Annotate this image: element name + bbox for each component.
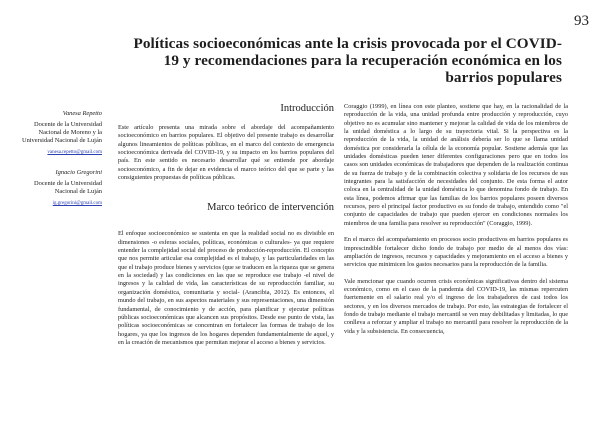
right-column — [344, 103, 568, 344]
section-heading-introduccion: Introducción — [280, 103, 334, 114]
author-email-link[interactable]: ig.gregorini@gmail.com — [52, 201, 102, 206]
intro-paragraph: Este artículo presenta una mirada sobre el abordaje del acompañamiento socioeconómico en barrios populares. El objetivo del presente trabajo es desarrollar algunos lineamientos de políticas públicas, en el marco del contexto de emergencia socioeconómica derivada del COVID-19, y su impacto en los barrios populares del país. En este sentido es necesario desarrollar qué se entiende por abordaje socioeconómico, a fin de dejar en evidencia el marco teórico del que se parte y las consiguientes propuestas de políticas públicas. — [118, 124, 334, 182]
author-name: Ignacio Gregorini — [55, 169, 102, 176]
article-title: Políticas socioeconómicas ante la crisis provocada por el COVID-19 y recomendaciones para la recuperación económica en los barrios populares — [133, 35, 562, 86]
section-heading-marco-teorico: Marco teórico de intervención — [207, 202, 334, 214]
body-paragraph: Vale mencionar que cuando ocurren crisis económicas significativas dentro del sistema económico, como en el caso de la pandemia del COVID-19, las mismas repercuten fuertemente en el salario real y/o el ingreso de los trabajadores de casi todos los sectores, y en los diversos mercados de trabajo. Por esto, las estrategias de fortalecer el fondo de trabajo mediante el trabajo mercantil se ven muy debilitadas y limitadas, lo que conlleva a reforzar y ampliar el trabajo no mercantil para resolver la reproducción de la vida y la subsistencia. En consecuencia, — [344, 277, 568, 335]
author-affiliation: Docente de la Universidad Nacional de Luján — [34, 180, 102, 195]
author-name: Vanesa Repetto — [62, 110, 102, 117]
author-block — [14, 110, 102, 157]
author-email-link[interactable]: vanesa.repetto@gmail.com — [47, 150, 102, 155]
left-column — [118, 103, 334, 355]
body-paragraph: En el marco del acompañamiento en procesos socio productivos en barrios populares es imprescindible fortalecer dicho fondo de trabajo por medio de al menos dos vías: ampliación de ingresos, recursos y capacidades y mejoramiento en el acceso a bienes y servicios que minimicen los gastos necesarios para la reproducción de la familia. — [344, 236, 568, 269]
page-number: 93 — [574, 13, 589, 29]
marco-paragraph: El enfoque socioeconómico se sustenta en que la realidad social no es divisible en dimensiones -o esferas sociales, políticas, económicas o culturales- ya que requiere entender la complejidad social del proceso de producción-reproducción. El concepto que nos permite articular esa complejidad es el trabajo, y las particularidades en las que el trabajo produce bienes y servicios (que se traducen en la riqueza que se genera en la sociedad) y las condiciones en las que se reproduce ese trabajo -el nivel de ingresos y la calidad de vida, las características de su reproducción familiar, su organización doméstica, comunitaria y social- (Arancibia, 2012). Es entonces, el mundo del trabajo, en sus aspectos materiales y sus representaciones, una dimensión fundamental, de conocimiento y de acción, para planificar y ejecutar políticas públicas socioeconómicas que alcancen sus propósitos. Desde ese punto de vista, las políticas socioeconómicas se concentran en fortalecer las formas de trabajo de los hogares, ya que los ingresos de los hogares dependen fundamentalmente de aquel, y en la creación de mecanismos que permitan mejorar el acceso a bienes y servicios. — [118, 230, 334, 346]
author-block — [14, 169, 102, 208]
body-paragraph: Coraggio (1999), en línea con este planteo, sostiene que hay, en la racionalidad de la reproducción de la vida, una unidad profunda entre producción y reproducción, cuyo objetivo no es acumular sino mantener y mejorar la calidad de vida de los miembros de la unidad doméstica a lo largo de su trayectoria vital. Si la perspectiva es la reproducción de la vida, la unidad de análisis debería ser lo que se llama unidad doméstica por considerarla la célula de la economía popular. Sostiene además que las unidades domésticas pueden tener diferentes configuraciones pero que en todos los casos son unidades económicas de trabajadores que dependen de la realización continua de su fuerza de trabajo y de la combinación colectiva y solidaria de los recursos de sus integrantes para la satisfacción de necesidades del conjunto. De esta forma el autor coloca en la centralidad de la unidad doméstica lo que denomina fondo de trabajo. En esta línea, podemos afirmar que las familias de los barrios populares poseen diversos recursos, pero el principal factor productivo es su fondo de trabajo, entendido como "el conjunto de capacidades de trabajo que pueden ejercer en condiciones normales los miembros de una familia para resolver su reproducción" (Coraggio, 1999). — [344, 103, 568, 227]
author-sidebar — [14, 110, 102, 220]
author-affiliation: Docente de la Universidad Nacional de Moreno y la Universidad Nacional de Luján — [21, 121, 102, 144]
